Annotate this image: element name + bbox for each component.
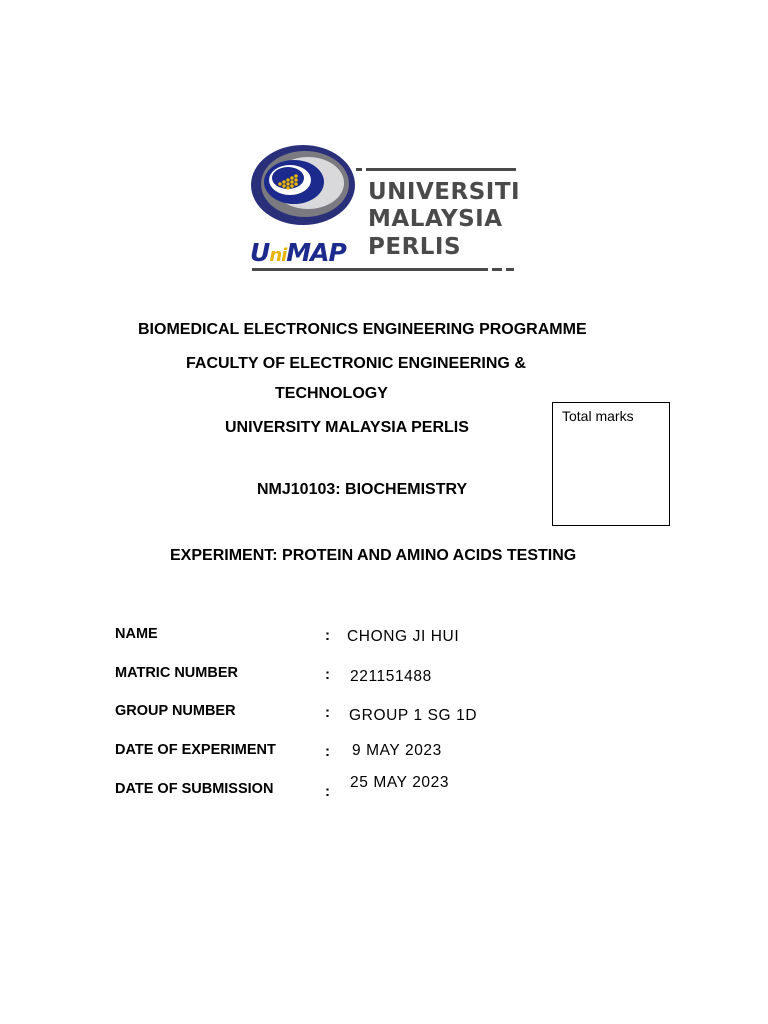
field-colon: : bbox=[325, 666, 330, 683]
field-label-date-submission: DATE OF SUBMISSION bbox=[115, 781, 274, 797]
field-value-date-experiment: 9 MAY 2023 bbox=[352, 742, 442, 759]
field-label-date-experiment: DATE OF EXPERIMENT bbox=[115, 742, 276, 758]
logo-text-line2: MALAYSIA bbox=[368, 206, 503, 232]
field-label-matric: MATRIC NUMBER bbox=[115, 665, 238, 681]
wordmark-suffix: MAP bbox=[286, 238, 346, 267]
unimap-wordmark bbox=[250, 238, 346, 267]
field-label-name: NAME bbox=[115, 626, 158, 642]
total-marks-label: Total marks bbox=[562, 408, 634, 424]
field-value-group: GROUP 1 SG 1D bbox=[349, 707, 478, 724]
field-colon: : bbox=[325, 783, 330, 800]
field-value-matric: 221151488 bbox=[350, 668, 432, 685]
logo-text-line3: PERLIS bbox=[368, 234, 462, 260]
wordmark-mid: ni bbox=[269, 245, 287, 266]
total-marks-box bbox=[552, 402, 670, 526]
faculty-heading-line1: FACULTY OF ELECTRONIC ENGINEERING & bbox=[186, 355, 526, 372]
course-heading: NMJ10103: BIOCHEMISTRY bbox=[257, 481, 468, 498]
university-logo bbox=[248, 140, 523, 278]
field-colon: : bbox=[325, 743, 330, 760]
experiment-heading: EXPERIMENT: PROTEIN AND AMINO ACIDS TESTING bbox=[170, 547, 577, 564]
faculty-heading-line2: TECHNOLOGY bbox=[275, 385, 388, 402]
field-value-date-submission: 25 MAY 2023 bbox=[350, 774, 450, 791]
programme-heading: BIOMEDICAL ELECTRONICS ENGINEERING PROGRAMME bbox=[138, 321, 587, 338]
field-value-name: CHONG JI HUI bbox=[347, 628, 460, 645]
field-colon: : bbox=[325, 704, 330, 721]
field-colon: : bbox=[325, 627, 330, 644]
wordmark-prefix: U bbox=[250, 238, 270, 267]
field-label-group: GROUP NUMBER bbox=[115, 703, 236, 719]
logo-text-line1: UNIVERSITI bbox=[368, 179, 521, 205]
university-heading: UNIVERSITY MALAYSIA PERLIS bbox=[225, 419, 469, 436]
